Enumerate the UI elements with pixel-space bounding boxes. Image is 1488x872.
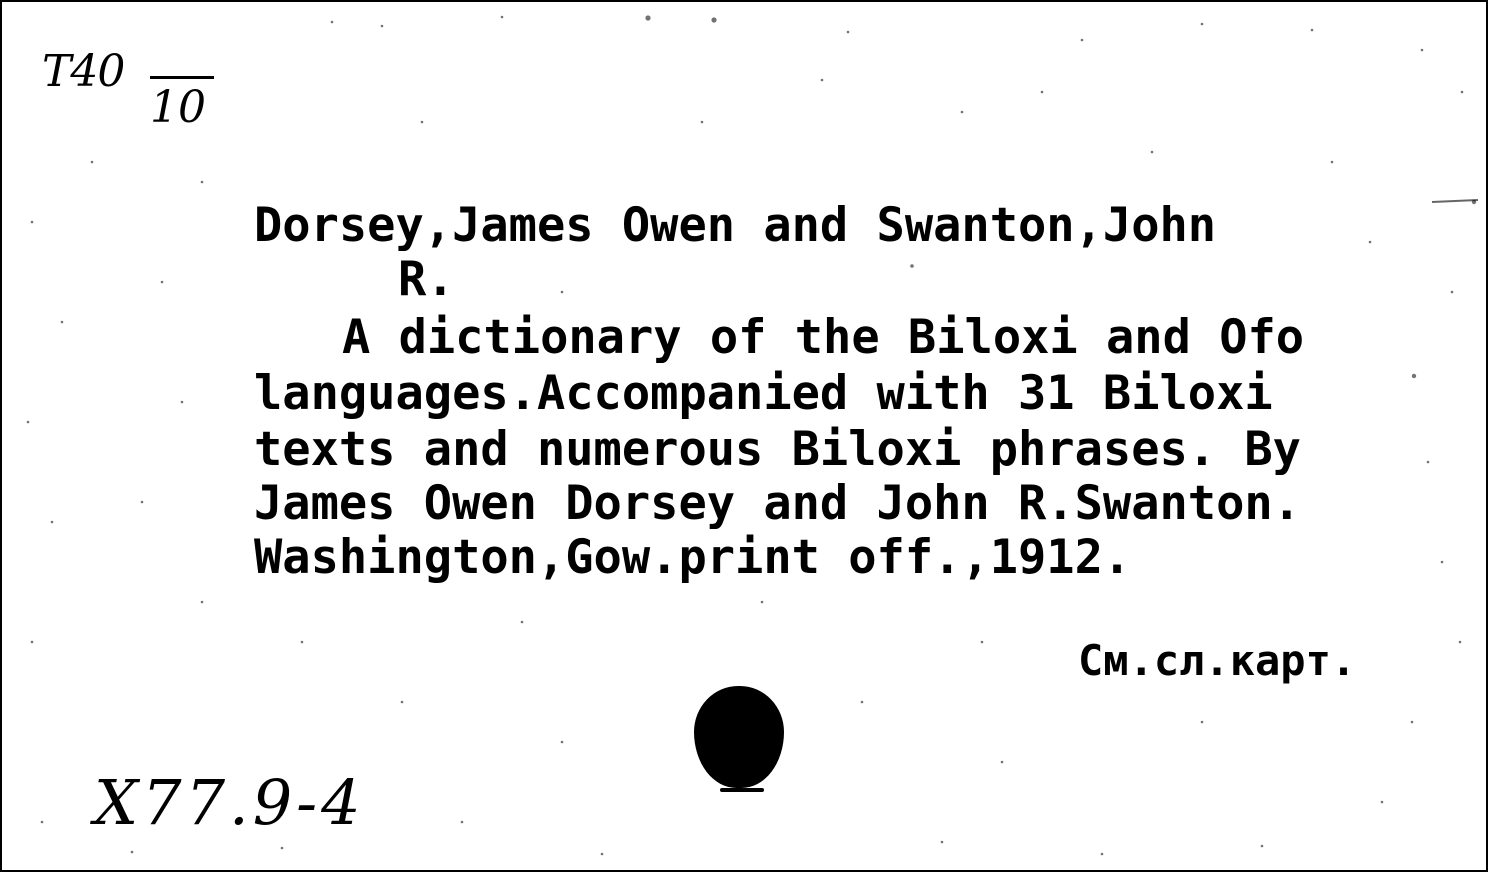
entry-line-title-cont: texts and numerous Biloxi phrases. By bbox=[254, 422, 1301, 477]
entry-line-imprint: Washington,Gow.print off.,1912. bbox=[254, 530, 1132, 585]
shelf-mark-top: T40 bbox=[42, 46, 125, 97]
handwritten-accession-number: Х77.9-4 bbox=[94, 766, 365, 839]
entry-line-statement: James Owen Dorsey and John R.Swanton. bbox=[254, 476, 1301, 531]
entry-line-author-cont: R. bbox=[398, 252, 455, 307]
punch-hole-edge bbox=[720, 788, 764, 792]
shelf-mark-rule bbox=[150, 76, 214, 79]
shelf-mark-sub: 10 bbox=[150, 82, 206, 133]
entry-line-title-cont: languages.Accompanied with 31 Biloxi bbox=[254, 366, 1273, 421]
cross-reference-note: См.сл.карт. bbox=[1078, 636, 1357, 685]
entry-line-author: Dorsey,James Owen and Swanton,John bbox=[254, 198, 1217, 253]
entry-line-title: A dictionary of the Biloxi and Ofo bbox=[342, 310, 1305, 365]
card-punch-hole bbox=[694, 686, 784, 788]
